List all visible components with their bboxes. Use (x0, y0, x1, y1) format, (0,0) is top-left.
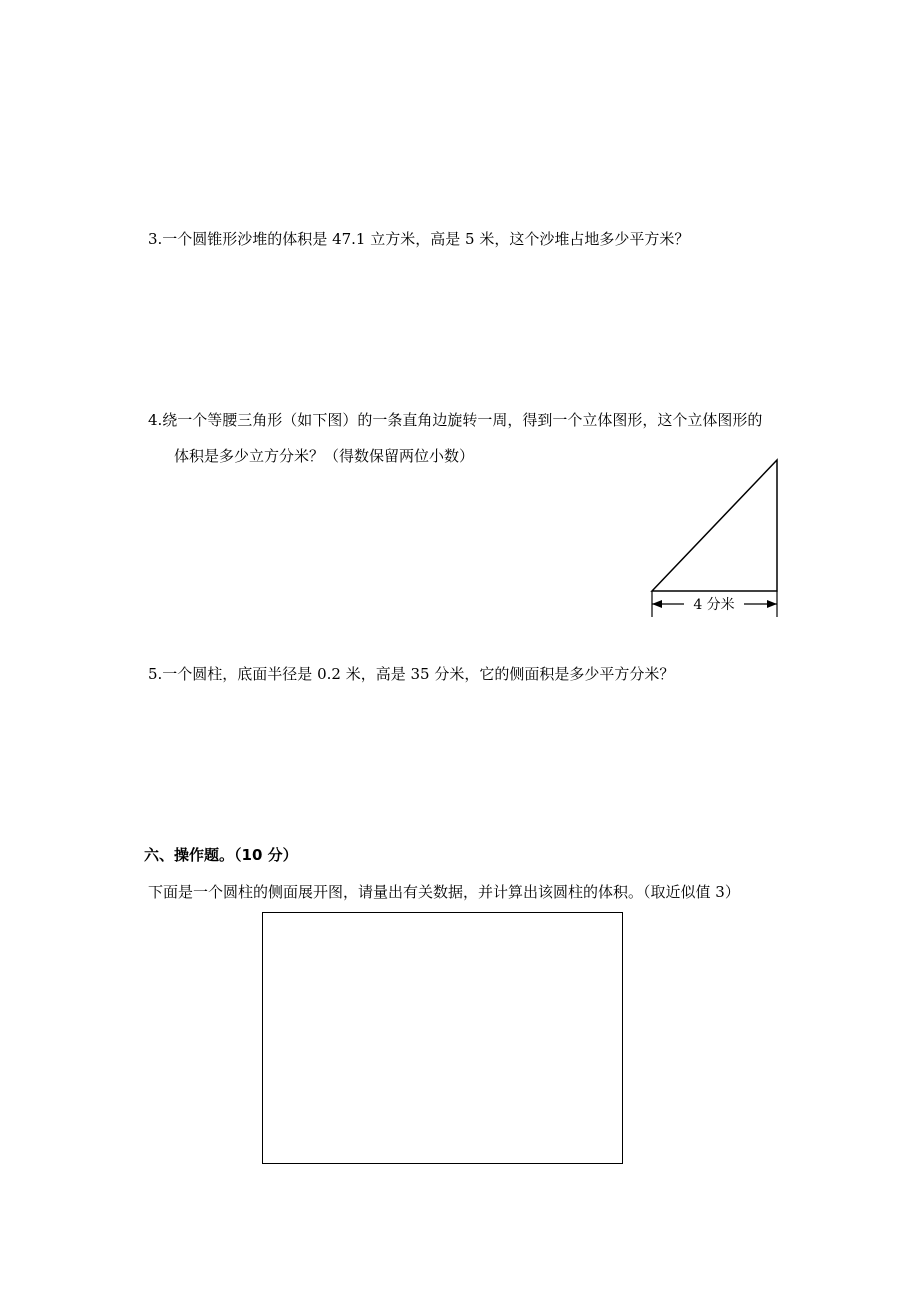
triangle-shape (652, 460, 777, 591)
cylinder-lateral-net-rectangle (262, 912, 623, 1164)
arrow-right-icon (767, 600, 777, 608)
isosceles-right-triangle-figure (640, 452, 790, 624)
arrow-left-icon (652, 600, 662, 608)
question-4-line-2: 体积是多少立方分米？（得数保留两位小数） (174, 447, 475, 465)
section-6-heading: 六、操作题。（10 分） (144, 846, 298, 864)
question-4-line-1: 4.绕一个等腰三角形（如下图）的一条直角边旋转一周，得到一个立体图形，这个立体图形的 (148, 411, 763, 429)
dimension-label: 4 分米 (693, 597, 735, 613)
question-3: 3.一个圆锥形沙堆的体积是 47.1 立方米，高是 5 米，这个沙堆占地多少平方米？ (148, 230, 690, 248)
question-5: 5.一个圆柱，底面半径是 0.2 米，高是 35 分米，它的侧面积是多少平方分米？ (148, 665, 675, 683)
section-6-description: 下面是一个圆柱的侧面展开图，请量出有关数据，并计算出该圆柱的体积。（取近似值 3） (148, 883, 740, 901)
